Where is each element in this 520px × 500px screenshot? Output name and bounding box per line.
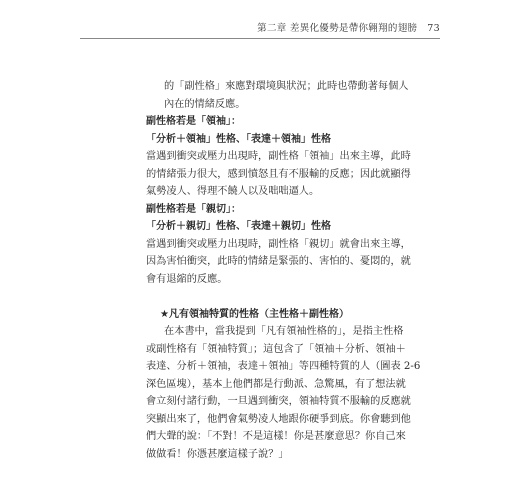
- section-heading: ★凡有領袖特質的性格（主性格＋副性格）: [160, 308, 349, 320]
- running-header: [257, 20, 440, 34]
- paragraph-line: 內在的情緒反應。: [164, 98, 246, 110]
- spacer: [146, 288, 396, 306]
- header-rule: [80, 38, 440, 39]
- paragraph-line: 會立刻付諸行動，一旦遇到衝突，領袖特質不服輸的反應就: [146, 396, 411, 407]
- subheading: 「分析＋親切」性格、「表達＋親切」性格: [146, 221, 331, 232]
- paragraph-line: 的情緒張力很大，感到憤怒且有不服輸的反應；因此就顯得: [146, 168, 411, 180]
- paragraph-line: 當遇到衝突或壓力出現時，副性格「親切」就會出來主導，: [146, 238, 411, 250]
- paragraph-line: 突顯出來了，他們會氣勢凌人地跟你硬爭到底。你會聽到他: [146, 413, 411, 425]
- paragraph-line: 會有退縮的反應。: [146, 273, 228, 285]
- paragraph-line: 做做看！你憑甚麼這樣子說？」: [146, 448, 289, 460]
- paragraph-line: 因為害怕衝突，此時的情緒是緊張的、害怕的、憂悶的，就: [146, 256, 411, 267]
- subheading: 副性格若是「親切」：: [146, 203, 241, 215]
- paragraph-line: 深色區塊），基本上他們都是行動派、急驚風，有了想法就: [146, 378, 406, 390]
- page-number: 73: [427, 23, 440, 34]
- paragraph-line: 當遇到衝突或壓力出現時，副性格「領袖」出來主導，此時: [146, 151, 411, 162]
- paragraph-line: 氣勢凌人、得理不饒人以及咄咄逼人。: [146, 186, 320, 197]
- body-text: [146, 78, 421, 463]
- subheading: 「分析＋領袖」性格、「表達＋領袖」性格: [146, 133, 331, 145]
- chapter-title: 第二章 差異化優勢是帶你翱翔的翅膀: [257, 23, 418, 34]
- paragraph-line: 或副性格有「領袖特質」；這包含了「領袖＋分析、領袖＋: [146, 343, 406, 355]
- paragraph-line: 們大聲的說：「不對！不是這樣！你是甚麼意思？你自己來: [146, 431, 406, 442]
- paragraph-line: 表達、分析＋領袖，表達＋領袖」等四種特質的人（圖表 2-6: [146, 361, 421, 372]
- subheading: 副性格若是「領袖」：: [146, 116, 241, 127]
- paragraph-line: 的「副性格」來應對環境與狀況；此時也帶動著每個人: [164, 81, 409, 92]
- paragraph-line: 在本書中，當我提到「凡有領袖性格的」，是指主性格: [164, 326, 404, 337]
